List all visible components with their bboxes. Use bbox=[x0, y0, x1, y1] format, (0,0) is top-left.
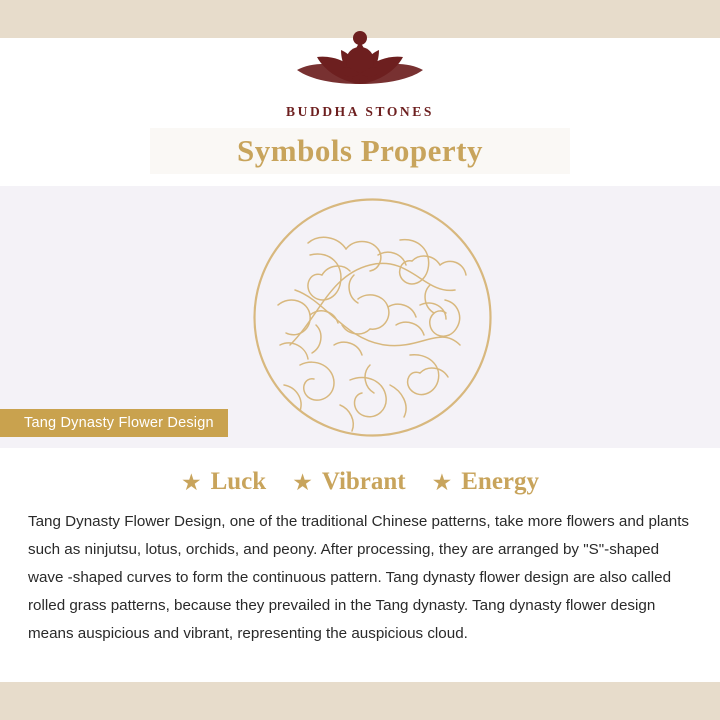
title-band bbox=[150, 128, 570, 174]
brand-header bbox=[0, 22, 720, 120]
page-title: Symbols Property bbox=[237, 133, 483, 168]
tang-dynasty-floral-roundel-icon bbox=[250, 195, 495, 440]
keyword-item bbox=[292, 468, 405, 496]
keyword-label: Vibrant bbox=[321, 468, 406, 495]
keyword-label: Energy bbox=[461, 468, 540, 495]
brand-name: BUDDHA STONES bbox=[286, 104, 434, 119]
star-icon: ★ bbox=[180, 468, 202, 495]
description-paragraph: Tang Dynasty Flower Design, one of the traditional Chinese patterns, take more flowers and plants such as ninjutsu, lotus, orchids, and peony. After processing, they are arranged by "S"-shaped wave -shaped curves to form the continuous pattern. Tang dynasty flower design are also called rolled grass patterns, because they prevailed in the Tang dynasty. Tang dynasty flower design means auspicious and vibrant, representing the auspicious cloud. bbox=[28, 513, 690, 642]
star-icon: ★ bbox=[431, 468, 453, 495]
keyword-label: Luck bbox=[210, 468, 267, 495]
lotus-meditation-figure-icon bbox=[275, 22, 445, 100]
keywords-row bbox=[0, 468, 720, 496]
keyword-item bbox=[181, 468, 266, 496]
pattern-name-label: Tang Dynasty Flower Design bbox=[24, 415, 214, 431]
star-icon: ★ bbox=[292, 468, 313, 495]
keyword-item bbox=[432, 468, 539, 496]
pattern-name-tag bbox=[0, 409, 228, 437]
